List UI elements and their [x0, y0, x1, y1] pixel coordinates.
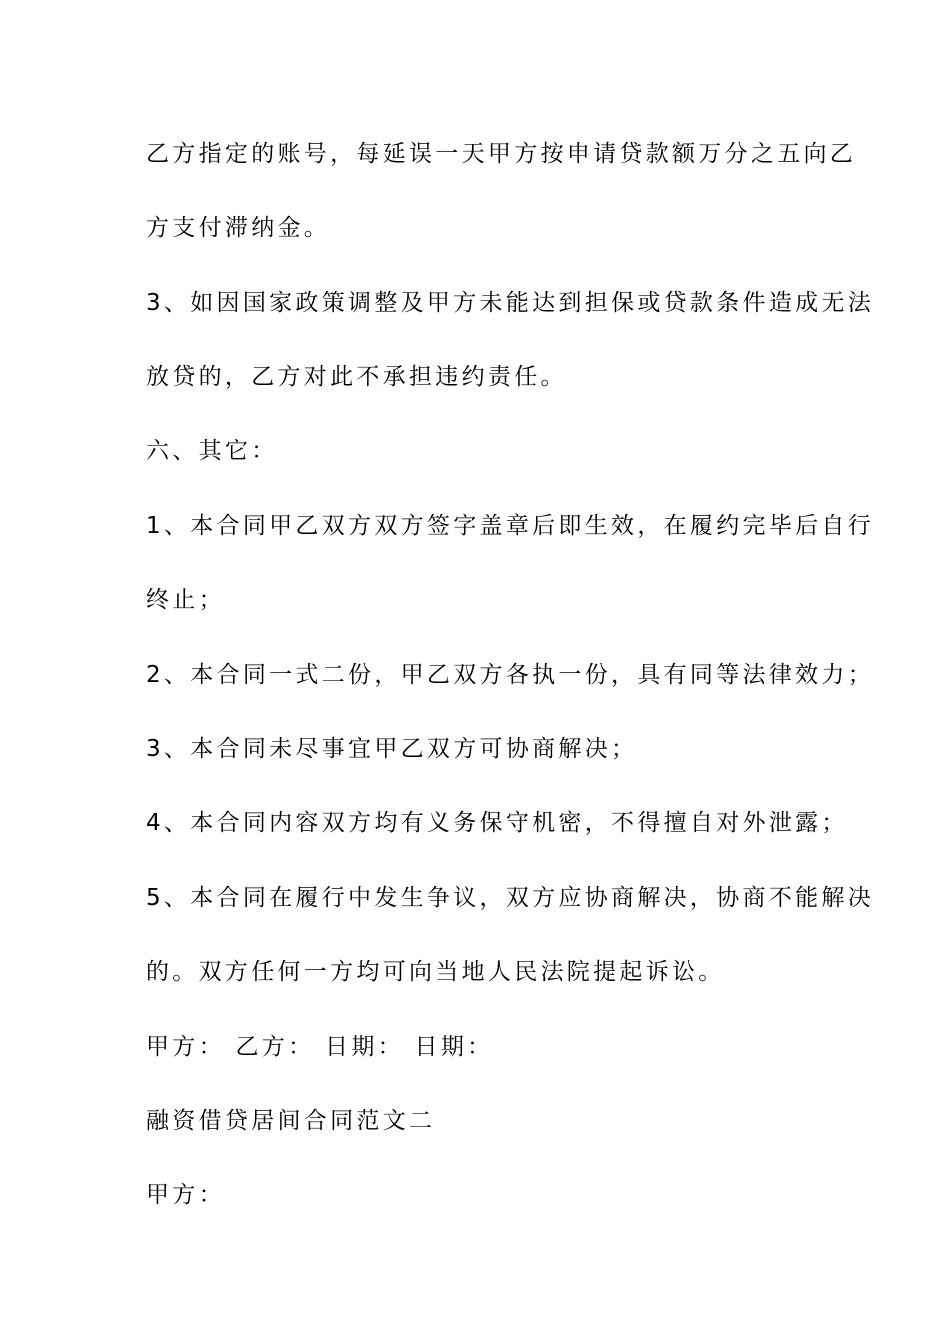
party-a-label: 甲方： [146, 1182, 225, 1208]
text-line: 1、本合同甲乙双方双方签字盖章后即生效，在履约完毕后自行 [146, 513, 875, 539]
text-line: 3、本合同未尽事宜甲乙双方可协商解决； [146, 736, 638, 762]
text-line: 的。双方任何一方均可向当地人民法院提起诉讼。 [146, 959, 725, 985]
text-line: 乙方指定的账号，每延误一天甲方按申请贷款额万分之五向乙 [146, 141, 857, 167]
text-line: 4、本合同内容双方均有义务保守机密，不得擅自对外泄露； [146, 810, 848, 836]
text-line: 方支付滞纳金。 [146, 215, 331, 241]
document-title: 融资借贷居间合同范文二 [146, 1108, 436, 1134]
text-line: 3、如因国家政策调整及甲方未能达到担保或贷款条件造成无法 [146, 290, 875, 316]
text-line: 2、本合同一式二份，甲乙双方各执一份，具有同等法律效力； [146, 662, 875, 688]
text-line: 5、本合同在履行中发生争议，双方应协商解决，协商不能解决 [146, 885, 875, 911]
section-heading: 六、其它： [146, 438, 278, 464]
text-line: 终止； [146, 587, 225, 613]
text-line: 放贷的，乙方对此不承担违约责任。 [146, 364, 567, 390]
signature-line: 甲方： 乙方： 日期： 日期： [146, 1034, 494, 1060]
